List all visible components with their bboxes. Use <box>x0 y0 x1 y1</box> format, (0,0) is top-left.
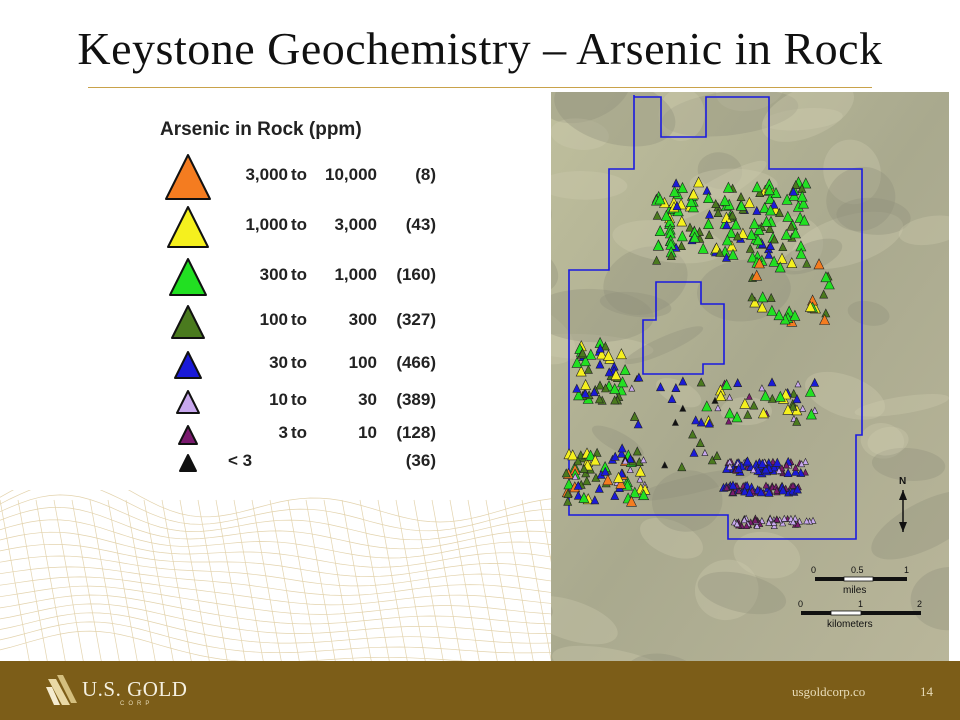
legend-item <box>150 265 460 305</box>
scale-miles-unit: miles <box>843 585 867 596</box>
legend-range-from: 3 <box>278 423 288 442</box>
legend-item <box>150 353 460 393</box>
scale-miles-tick-2: 1 <box>904 565 910 575</box>
footer-bar <box>0 661 960 720</box>
title-divider <box>88 87 872 88</box>
legend-count: (389) <box>396 390 436 409</box>
legend-triangle-icon <box>173 350 203 380</box>
legend-range-sep: to <box>291 390 308 409</box>
geochemistry-map <box>551 92 949 661</box>
legend-count: (36) <box>405 451 436 470</box>
legend-range-to: 10,000 <box>325 165 377 184</box>
legend-range-from: 10 <box>269 390 288 409</box>
legend-count: (128) <box>396 423 436 442</box>
legend-range-sep: to <box>291 215 308 234</box>
legend-range-to: 300 <box>348 310 377 329</box>
legend-triangle-icon <box>166 205 210 249</box>
scale-miles-tick-0: 0 <box>811 565 817 575</box>
legend-range-from: 300 <box>259 265 288 284</box>
scale-km-tick-1: 1 <box>858 599 864 609</box>
legend-range-from: 3,000 <box>245 165 288 184</box>
page-number: 14 <box>920 684 933 699</box>
legend-range-sep: to <box>291 423 308 442</box>
legend-range-to: 10 <box>358 423 377 442</box>
legend-triangle-icon <box>168 257 208 297</box>
legend-triangle-icon <box>170 304 206 340</box>
scale-km-tick-2: 2 <box>917 599 923 609</box>
scale-km-unit: kilometers <box>827 619 873 630</box>
legend-item <box>150 451 460 491</box>
legend-triangle-icon <box>175 389 201 415</box>
legend-count: (327) <box>396 310 436 329</box>
legend-item <box>150 215 460 255</box>
terrain-wireframe-decoration <box>0 490 560 665</box>
legend-range-sep: to <box>291 265 308 284</box>
north-label: N <box>899 476 907 487</box>
legend-range-from: 100 <box>259 310 288 329</box>
legend-title: Arsenic in Rock (ppm) <box>160 119 362 140</box>
legend-range-to: 100 <box>348 353 377 372</box>
us-gold-logo-icon <box>46 673 80 709</box>
map-svg <box>551 92 949 661</box>
legend-triangle-icon <box>164 153 212 201</box>
legend-range-sep: to <box>291 310 308 329</box>
website-url[interactable]: usgoldcorp.co <box>792 684 866 699</box>
legend-range-from: 30 <box>269 353 288 372</box>
slide-title: Keystone Geochemistry – Arsenic in Rock <box>77 23 883 74</box>
legend-range-from: < 3 <box>228 451 253 470</box>
company-logo-subtext: CORP <box>120 701 154 707</box>
legend-triangle-icon <box>177 424 199 446</box>
company-logo-text: U.S. GOLD <box>82 677 188 701</box>
legend-item <box>150 165 460 205</box>
scale-km-tick-0: 0 <box>798 599 804 609</box>
arsenic-legend <box>150 115 460 485</box>
legend-range-to: 30 <box>358 390 377 409</box>
legend-triangle-icon <box>178 453 198 473</box>
legend-range-to: 1,000 <box>334 265 377 284</box>
legend-range-sep: to <box>291 353 308 372</box>
legend-count: (8) <box>415 165 436 184</box>
legend-range-from: 1,000 <box>245 215 288 234</box>
legend-range-sep: to <box>291 165 308 184</box>
legend-count: (160) <box>396 265 436 284</box>
legend-count: (466) <box>396 353 436 372</box>
legend-item <box>150 310 460 350</box>
scale-miles-tick-1: 0.5 <box>851 565 864 575</box>
legend-count: (43) <box>405 215 436 234</box>
legend-range-to: 3,000 <box>334 215 377 234</box>
